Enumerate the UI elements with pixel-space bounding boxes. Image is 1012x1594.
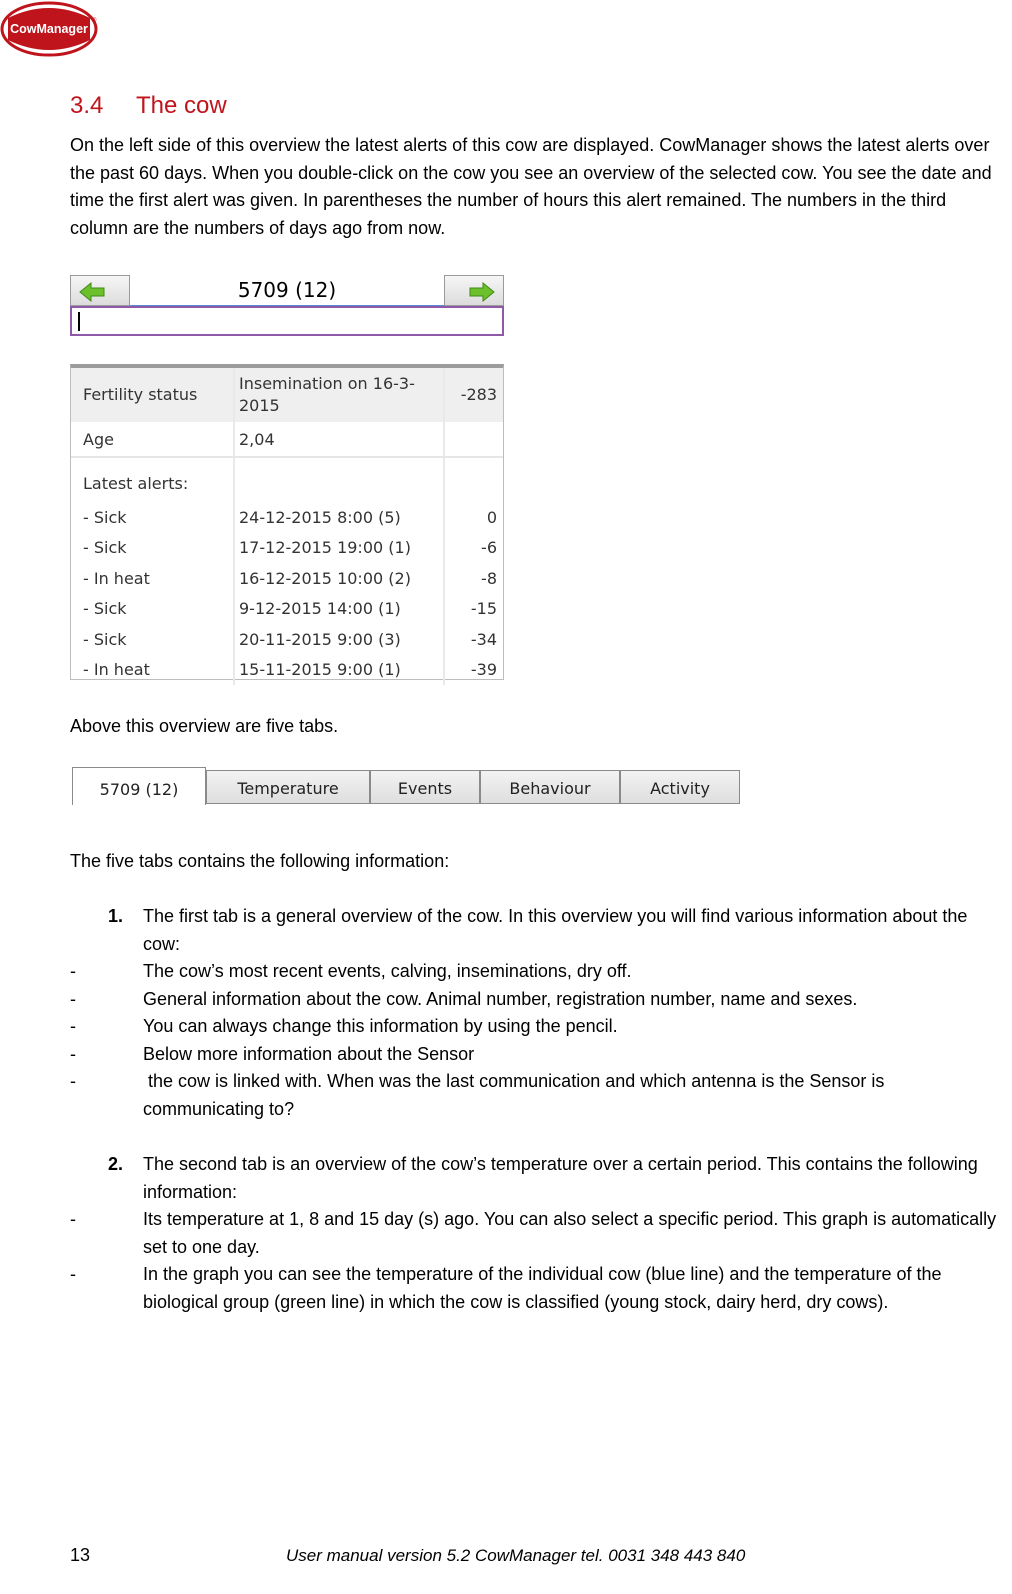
bullet-text: the cow is linked with. When was the last communication and which antenna is the Sensor is communicating to? (143, 1071, 890, 1119)
list-item (70, 903, 1000, 958)
alert-days: -6 (444, 533, 503, 564)
arrow-left-icon (79, 282, 105, 302)
alert-days: -8 (444, 563, 503, 594)
bullet-item (70, 1206, 1000, 1261)
bullet-text: Its temperature at 1, 8 and 15 day (s) ago. You can also select a specific period. This graph is automatically set to one day. (143, 1209, 997, 1257)
alert-row (71, 594, 503, 625)
alert-row (71, 563, 503, 594)
alert-type: - Sick (83, 629, 127, 649)
cow-title: 5709 (12) (130, 275, 444, 307)
logo-text: CowManager (10, 22, 88, 36)
alerts-header: Latest alerts: (83, 473, 189, 493)
alert-type: - In heat (83, 660, 150, 680)
list-number: 1. (108, 906, 124, 926)
bullet-item (70, 1261, 1000, 1316)
alert-row (71, 533, 503, 564)
section-title: The cow (136, 92, 227, 119)
cow-overview-table (70, 364, 504, 680)
bullet-text: Below more information about the Sensor (143, 1043, 475, 1064)
bullet-marker: - (70, 1209, 76, 1229)
bullet-marker: - (70, 1071, 76, 1091)
cow-search-input[interactable] (70, 306, 504, 336)
arrow-right-icon (469, 282, 495, 302)
alert-type: - In heat (83, 568, 150, 588)
bullet-item (70, 986, 1000, 1014)
alerts-header-row (71, 457, 503, 502)
fertility-days: -283 (444, 368, 503, 422)
item-2 (70, 1151, 1000, 1316)
alert-datetime: 16-12-2015 10:00 (2) (234, 563, 444, 594)
tab-temperature[interactable]: Temperature (206, 770, 370, 804)
text-caret (78, 312, 80, 331)
tab-activity[interactable]: Activity (620, 770, 740, 804)
intro-paragraph: On the left side of this overview the latest alerts of this cow are displayed. CowManager shows the latest alerts over the past 60 days. When you double-click on the cow you see an overview of the selected cow. You see the date and time the first alert was given. In parentheses the number of hours this alert remained. The numbers in the third column are the numbers of days ago from now. (70, 135, 992, 238)
next-cow-button[interactable] (444, 275, 504, 306)
bullet-text: You can always change this information by using the pencil. (143, 1016, 618, 1036)
fertility-value: Insemination on 16-3-2015 (234, 368, 444, 422)
section-number: 3.4 (70, 92, 104, 119)
bullet-text: The cow’s most recent events, calving, inseminations, dry off. (143, 961, 632, 981)
alert-row (71, 655, 503, 686)
alert-datetime: 9-12-2015 14:00 (1) (234, 594, 444, 625)
age-value: 2,04 (234, 422, 444, 457)
alert-days: -34 (444, 624, 503, 655)
alert-days: -39 (444, 655, 503, 686)
alert-type: - Sick (83, 599, 127, 619)
list-number: 2. (108, 1154, 124, 1174)
section-heading (70, 92, 227, 120)
age-label: Age (71, 422, 234, 457)
page-number: 13 (70, 1545, 91, 1565)
tab-behaviour[interactable]: Behaviour (480, 770, 620, 804)
tabs-info: The five tabs contains the following information: (70, 851, 450, 871)
bullet-marker: - (70, 1016, 76, 1036)
bullet-marker: - (70, 988, 76, 1009)
bullet-text: In the graph you can see the temperature of the individual cow (blue line) and the temperature of the biological group (green line) in which the cow is classified (young stock, dairy herd, dry cows). (143, 1264, 942, 1312)
alert-row (71, 624, 503, 655)
bullet-item (70, 958, 1000, 986)
item-1 (70, 903, 1000, 1123)
tabs-intro: Above this overview are five tabs. (70, 716, 339, 736)
alert-type: - Sick (83, 538, 127, 558)
tab-cow-overview[interactable]: 5709 (12) (72, 767, 206, 805)
list-item (70, 1151, 1000, 1206)
bullet-marker: - (70, 1043, 76, 1064)
bullet-item (70, 1068, 1000, 1123)
alert-datetime: 24-12-2015 8:00 (5) (234, 502, 444, 533)
bullet-item (70, 1013, 1000, 1041)
previous-cow-button[interactable] (70, 275, 130, 306)
alert-datetime: 20-11-2015 9:00 (3) (234, 624, 444, 655)
bullet-item (70, 1041, 1000, 1069)
age-row (71, 422, 503, 457)
fertility-row (71, 368, 503, 422)
cow-navigator (70, 275, 504, 337)
alert-datetime: 15-11-2015 9:00 (1) (234, 655, 444, 686)
logo-registered: ® (92, 18, 97, 24)
alert-datetime: 17-12-2015 19:00 (1) (234, 533, 444, 564)
alert-row (71, 502, 503, 533)
fertility-label: Fertility status (71, 368, 234, 422)
footer-text: User manual version 5.2 CowManager tel. 0031 348 443 840 (286, 1546, 746, 1565)
bullet-marker: - (70, 961, 76, 981)
bullet-text: General information about the cow. Animal number, registration number, name and sexes. (143, 988, 858, 1009)
alert-type: - Sick (83, 507, 127, 527)
tab-events[interactable]: Events (370, 770, 480, 804)
cowmanager-logo (0, 0, 100, 60)
list-item-text: The second tab is an overview of the cow’s temperature over a certain period. This contains the following information: (143, 1154, 978, 1202)
list-item-text: The first tab is a general overview of the cow. In this overview you will find various information about the cow: (143, 906, 968, 954)
bullet-marker: - (70, 1264, 76, 1284)
alert-days: 0 (444, 502, 503, 533)
alert-days: -15 (444, 594, 503, 625)
